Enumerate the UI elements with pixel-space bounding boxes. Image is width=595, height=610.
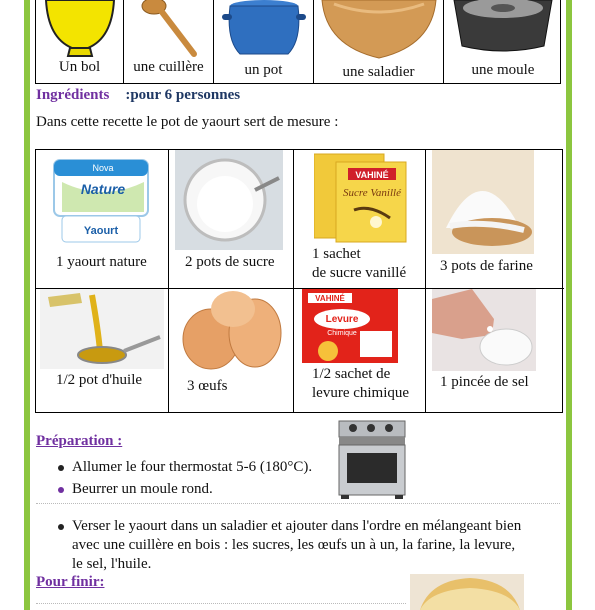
utensil-label: une saladier — [342, 64, 415, 80]
servings-text: :pour 6 personnes — [125, 87, 241, 103]
vanilla-sugar-icon — [314, 152, 410, 246]
ingredients-heading: Ingrédients — [36, 87, 110, 103]
utensil-label: Un bol — [58, 59, 101, 75]
page-border-left — [24, 0, 30, 610]
ingredient-label: 2 pots de sucre — [185, 254, 275, 270]
step-bullet — [58, 465, 64, 471]
separator — [36, 603, 406, 604]
ingredient-label: 1/2 pot d'huile — [56, 372, 143, 388]
yogurt-icon — [48, 156, 158, 246]
ingredient-label-line1: 1 sachet — [312, 246, 361, 262]
oil-icon — [40, 289, 164, 369]
oven-icon — [337, 419, 407, 501]
utensil-label: un pot — [244, 62, 283, 78]
page-border-right — [566, 0, 572, 610]
pot-icon — [214, 0, 314, 62]
vanilla-pack-brand: VAHINÉ — [355, 170, 389, 180]
baking-powder-icon — [302, 289, 398, 363]
ingredient-label-line2: levure chimique — [312, 385, 410, 401]
utensil-cell-pot — [214, 0, 314, 84]
eggs-icon — [175, 289, 285, 373]
step-bullet — [58, 487, 64, 493]
separator — [36, 503, 560, 504]
step-bullet — [58, 524, 64, 530]
utensils-table — [35, 0, 561, 84]
ingredient-cell-vanilla — [294, 150, 426, 289]
step-1: Allumer le four thermostat 5-6 (180°C). — [72, 459, 313, 475]
ingredient-cell-salt — [426, 289, 564, 413]
step-2: Beurrer un moule rond. — [72, 481, 213, 497]
baking-pack-text: Levure — [325, 314, 359, 325]
ingredients-grid — [35, 149, 563, 413]
salad-bowl-icon — [314, 0, 444, 62]
ingredient-cell-flour — [426, 150, 564, 289]
yogurt-pack-brand: Nova — [92, 163, 114, 173]
ingredient-label: 1 pincée de sel — [440, 374, 529, 390]
cake-mould-icon — [444, 0, 562, 62]
salt-icon — [432, 289, 536, 371]
step-3-line1: Verser le yaourt dans un saladier et ajouter dans l'ordre en mélangeant bien — [72, 518, 522, 534]
utensil-label: une moule — [471, 62, 535, 78]
ingredient-label-line1: 1/2 sachet de — [312, 366, 391, 382]
utensil-cell-mould — [444, 0, 562, 84]
utensil-label: une cuillère — [133, 59, 204, 75]
yogurt-pack-text: Nature — [80, 181, 126, 197]
ingredient-label: 1 yaourt nature — [56, 254, 147, 270]
cake-icon — [410, 574, 524, 610]
ingredient-cell-oil — [36, 289, 169, 413]
step-3-line3: le sel, l'huile. — [72, 556, 152, 572]
finish-heading: Pour finir: — [36, 574, 105, 590]
flour-icon — [432, 150, 534, 254]
sugar-icon — [175, 150, 283, 250]
ingredients-heading-row — [36, 86, 240, 104]
ingredient-cell-sugar — [169, 150, 294, 289]
ingredient-label-line2: de sucre vanillé — [312, 265, 407, 281]
vanilla-pack-text: Sucre Vanillé — [343, 187, 401, 199]
preparation-heading: Préparation : — [36, 433, 123, 449]
utensil-cell-spoon — [124, 0, 214, 84]
wooden-spoon-icon — [124, 0, 214, 60]
baking-pack-brand: VAHINÉ — [315, 294, 345, 303]
baking-pack-sub: Chimique — [327, 330, 357, 337]
ingredient-label: 3 pots de farine — [440, 258, 533, 274]
step-3-line2: avec une cuillère en bois : les sucres, les œufs un à un, la farine, la levure, — [72, 537, 516, 553]
bowl-icon — [36, 0, 124, 60]
ingredient-cell-baking-powder — [294, 289, 426, 413]
yogurt-pack-sub: Yaourt — [83, 225, 119, 237]
ingredient-label: 3 œufs — [187, 378, 228, 394]
measure-note: Dans cette recette le pot de yaourt sert de mesure : — [36, 114, 339, 130]
utensil-cell-salad-bowl — [314, 0, 444, 84]
ingredient-cell-eggs — [169, 289, 294, 413]
ingredient-cell-yogurt — [36, 150, 169, 289]
utensil-cell-bowl — [36, 0, 124, 84]
